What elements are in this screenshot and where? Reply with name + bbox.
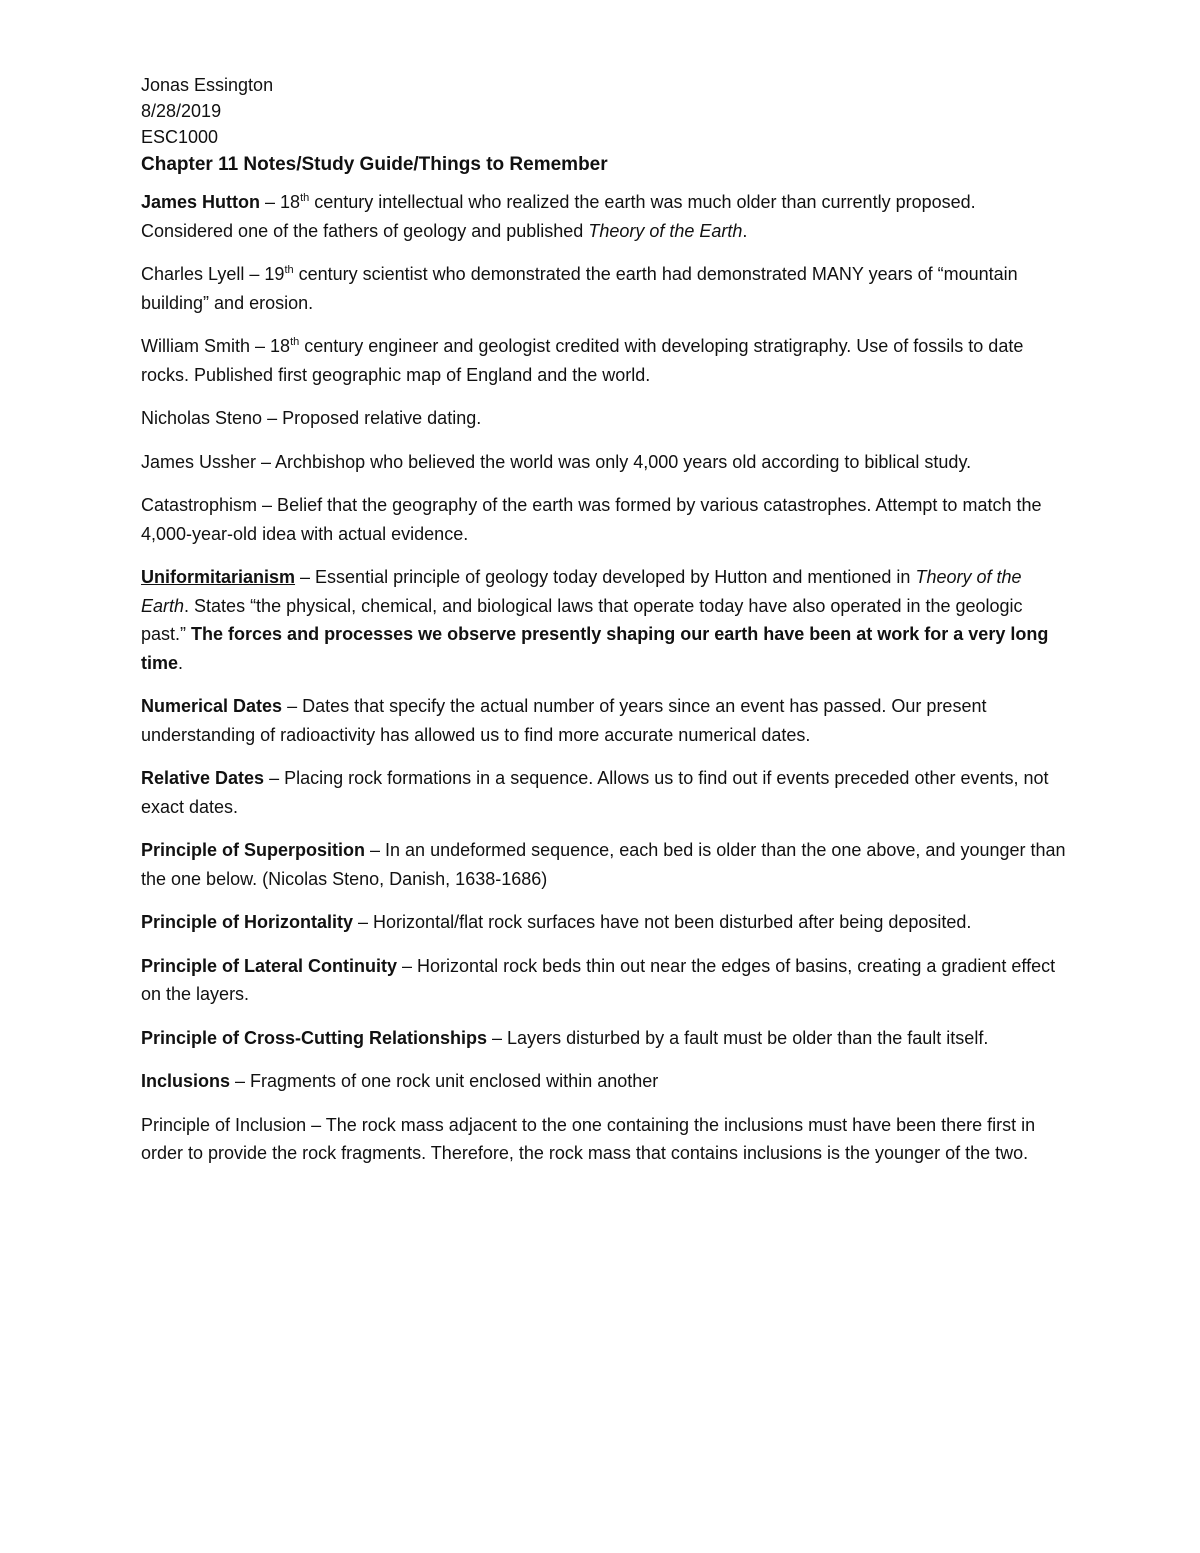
note-uniformitarianism-emphasis: The forces and processes we observe presently shaping our earth have been at work for a very long time [141,624,1049,673]
note-lateral-continuity-text: – Horizontal rock beds thin out near the edges of basins, creating a gradient effect on the layers. [141,955,1056,1004]
note-ussher [141,448,1071,477]
term-hutton: James Hutton [141,192,261,212]
note-lyell [141,260,1071,317]
term-relative-dates: Relative Dates [141,768,265,788]
document-page [141,72,1071,1183]
term-superposition: Principle of Superposition [141,840,366,860]
note-smith-sup: th [290,336,300,348]
note-lyell-sup: th [284,264,294,276]
note-hutton-text-b: century intellectual who realized the earth was much older than currently proposed. Considered one of the fathers of geology and published [141,192,976,241]
note-hutton-text-a: – 18 [260,192,301,212]
note-uniformitarianism-text-c: . [178,652,184,673]
term-lyell: Charles Lyell [141,264,245,284]
note-inclusions [141,1067,1071,1096]
term-inclusion-principle: Principle of Inclusion [141,1114,307,1135]
note-uniformitarianism-text-b: . States “the physical, chemical, and biological laws that operate today have also operated in the geologic past.” [141,595,1023,644]
note-relative-dates-text: – Placing rock formations in a sequence. Allows us to find out if events preceded other events, not exact dates. [141,768,1049,817]
note-cross-cutting-text: – Layers disturbed by a fault must be older than the fault itself. [487,1027,989,1048]
note-hutton-book-title: Theory of the Earth [588,220,743,241]
note-numerical-dates [141,692,1071,749]
term-lateral-continuity: Principle of Lateral Continuity [141,955,398,976]
course-code: ESC1000 [141,127,219,147]
note-numerical-dates-text: – Dates that specify the actual number of years since an event has passed. Our present understanding of radioactivity has allowed us to find more accurate numerical dates. [141,696,987,745]
document-date: 8/28/2019 [141,101,222,121]
note-cross-cutting [141,1024,1071,1053]
term-ussher: James Ussher [141,451,257,472]
note-lyell-text-b: century scientist who demonstrated the earth had demonstrated MANY years of “mountain building” and erosion. [141,264,1018,313]
term-numerical-dates: Numerical Dates [141,696,283,716]
term-cross-cutting: Principle of Cross-Cutting Relationships [141,1027,488,1048]
term-steno: Nicholas Steno [141,408,263,428]
note-catastrophism-text: – Belief that the geography of the earth was formed by various catastrophes. Attempt to match the 4,000-year-old idea with actual evidence. [141,495,1042,544]
note-uniformitarianism-text-a: – Essential principle of geology today developed by Hutton and mentioned in [295,567,916,587]
note-steno [141,404,1071,433]
term-catastrophism: Catastrophism [141,495,258,515]
term-uniformitarianism: Uniformitarianism [141,567,296,587]
note-inclusion-principle [141,1111,1071,1168]
note-inclusions-text: – Fragments of one rock unit enclosed within another [230,1071,659,1091]
note-lateral-continuity [141,952,1071,1009]
document-title: Chapter 11 Notes/Study Guide/Things to Remember [141,154,608,175]
note-uniformitarianism-book-title: Theory of the Earth [141,567,1022,616]
term-smith: William Smith [141,336,251,356]
note-relative-dates [141,764,1071,821]
author-name: Jonas Essington [141,75,274,95]
note-smith-text-a: – 18 [250,336,291,356]
note-ussher-text: – Archbishop who believed the world was only 4,000 years old according to biblical study. [256,451,972,472]
note-horizontality-text: – Horizontal/flat rock surfaces have not been disturbed after being deposited. [353,912,972,932]
note-catastrophism [141,491,1071,548]
note-superposition-text: – In an undeformed sequence, each bed is older than the one above, and younger than the one below. (Nicolas Steno, Danish, 1638-1686) [141,840,1066,889]
note-hutton-text-c: . [742,220,748,241]
note-smith [141,332,1071,389]
note-uniformitarianism [141,563,1071,677]
note-hutton-sup: th [300,192,310,204]
note-hutton [141,188,1071,245]
note-lyell-text-a: – 19 [244,264,285,284]
note-horizontality [141,908,1071,937]
note-superposition [141,836,1071,893]
term-horizontality: Principle of Horizontality [141,912,354,932]
note-steno-text: – Proposed relative dating. [262,408,482,428]
note-inclusion-principle-text: – The rock mass adjacent to the one containing the inclusions must have been there first in order to provide the rock fragments. Therefore, the rock mass that contains inclusions is the younger of the two. [141,1114,1036,1163]
note-smith-text-b: century engineer and geologist credited with developing stratigraphy. Use of fossils to date rocks. Published first geographic map of England and the world. [141,336,1024,385]
term-inclusions: Inclusions [141,1071,231,1091]
